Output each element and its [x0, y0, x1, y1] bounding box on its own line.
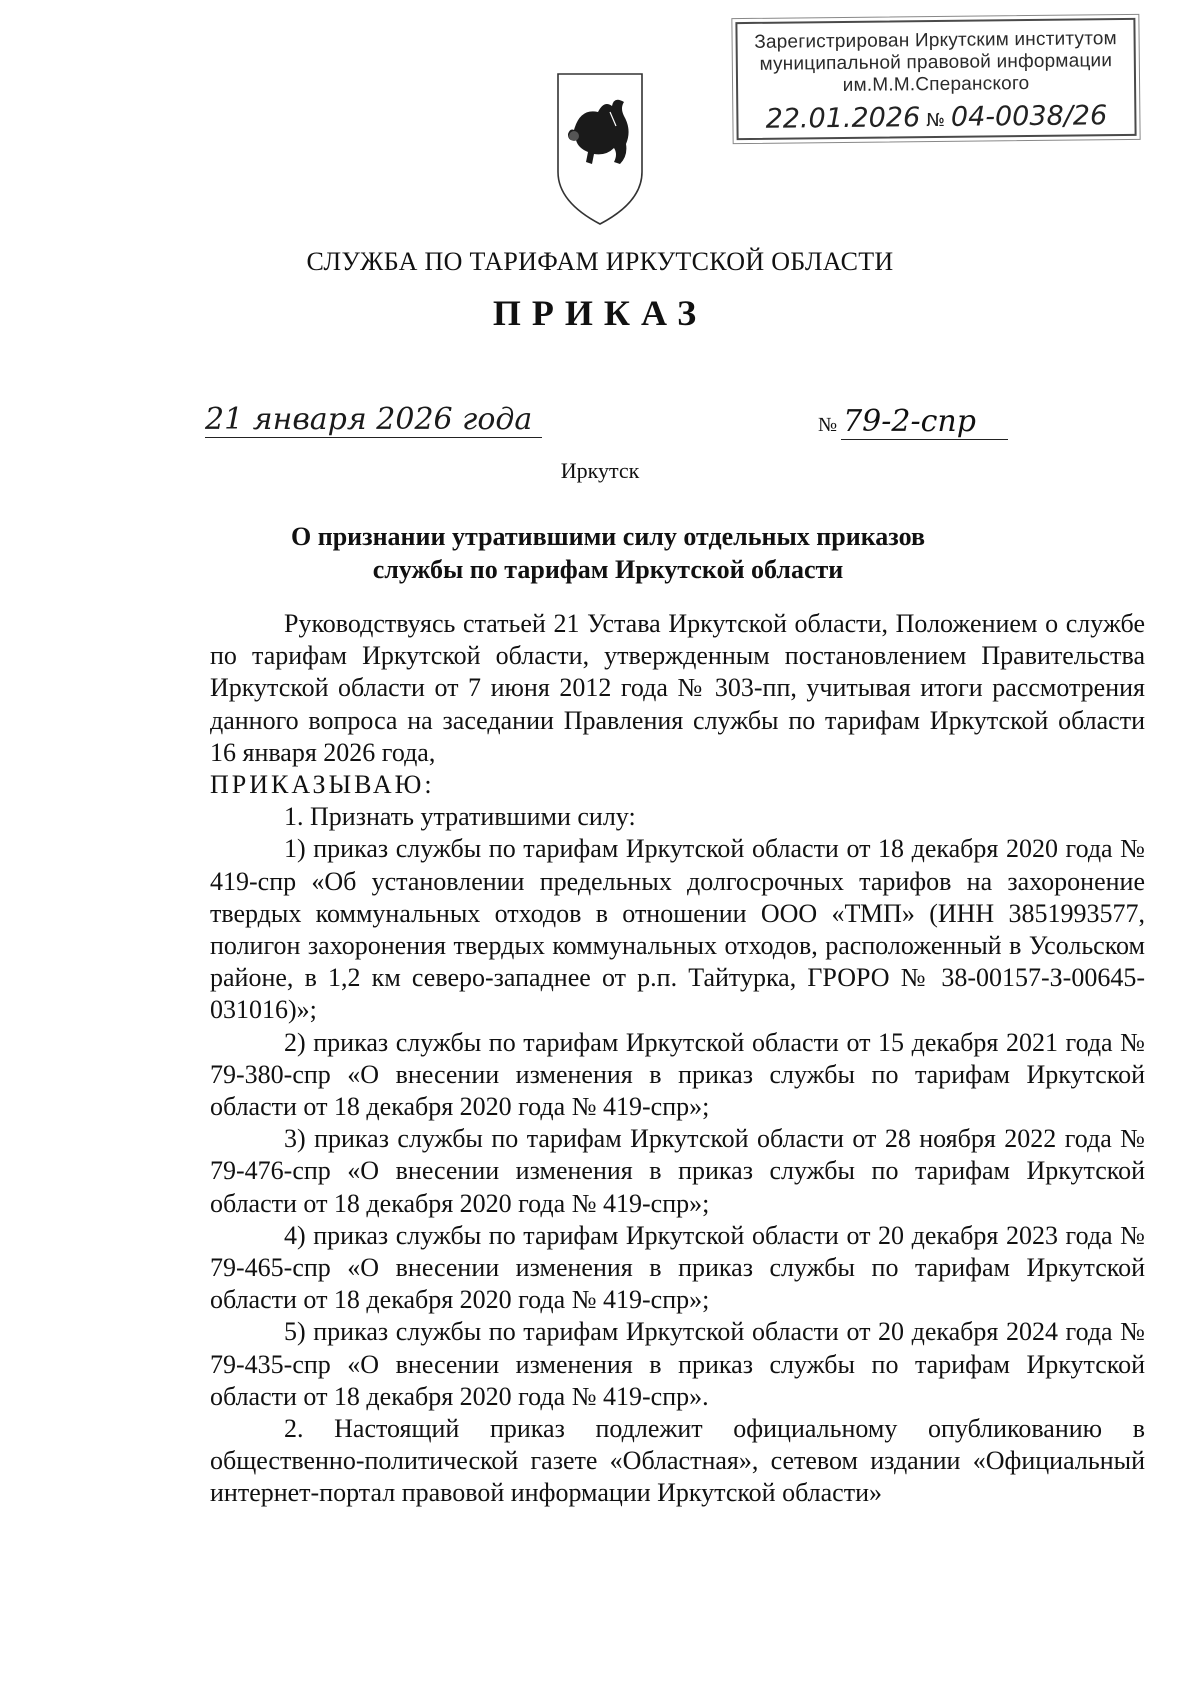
stamp-reg-date: 22.01.2026 — [765, 102, 921, 135]
subitem-5: 5) приказ службы по тарифам Иркутской области от 20 декабря 2024 года № 79-435-спр «О внесении изменения в приказ службы по тарифам Иркутской области от 18 декабря 2020 года № 419-спр». — [210, 1317, 1145, 1411]
city-name: Иркутск — [560, 458, 640, 483]
stamp-line-2: муниципальной правовой информации — [759, 50, 1113, 75]
order-number-handwritten: 79-2-спр — [841, 404, 1008, 440]
preamble-paragraph: Руководствуясь статьей 21 Устава Иркутской области, Положением о службе по тарифам Иркутской области, утвержденным постановлением Правительства Иркутской области от 7 июня 2012 года № 303-пп, учитывая итоги рассмотрения данного вопроса на заседании Правления службы по тарифам Иркутской области 16 января 2026 года, — [210, 609, 1145, 767]
order-number — [818, 404, 1008, 439]
registration-stamp — [735, 18, 1136, 140]
subitem-3: 3) приказ службы по тарифам Иркутской области от 28 ноября 2022 года № 79-476-спр «О внесении изменения в приказ службы по тарифам Иркутской области от 18 декабря 2020 года № 419-спр»; — [210, 1124, 1145, 1218]
item-2: 2. Настоящий приказ подлежит официальному опубликованию в общественно-политической газете «Областная», сетевом издании «Официальный интернет-портал правовой информации Иркутской области» — [210, 1414, 1145, 1508]
number-sign: № — [818, 414, 838, 436]
stamp-line-3: им.М.М.Сперанского — [842, 73, 1030, 96]
item-1: 1. Признать утратившими силу: — [284, 802, 636, 832]
document-heading: О признании утратившими силу отдельных приказов службы по тарифам Иркутской области — [290, 522, 925, 584]
subitem-1: 1) приказ службы по тарифам Иркутской области от 18 декабря 2020 года № 419-спр «Об установлении предельных долгосрочных тарифов на захоронение твердых коммунальных отходов в отношении ООО «ТМП» (ИНН 3851993577, полигон захоронения твердых коммунальных отходов, расположенный в Усольском районе, в 1,2 км северо-западнее от р.п. Тайтурка, ГРОРО № 38-00157-З-00645-031016)»; — [210, 834, 1145, 1025]
stamp-line-1: Зарегистрирован Иркутским институтом — [754, 28, 1118, 53]
subitem-4: 4) приказ службы по тарифам Иркутской области от 20 декабря 2023 года № 79-465-спр «О внесении изменения в приказ службы по тарифам Иркутской области от 18 декабря 2020 года № 419-спр»; — [210, 1220, 1145, 1315]
stamp-registration — [738, 100, 1134, 135]
irkutsk-coat-of-arms-icon — [554, 72, 646, 226]
agency-name: СЛУЖБА ПО ТАРИФАМ ИРКУТСКОЙ ОБЛАСТИ — [306, 247, 894, 276]
subitem-2: 2) приказ службы по тарифам Иркутской области от 15 декабря 2021 года № 79-380-спр «О внесении изменения в приказ службы по тарифам Иркутской области от 18 декабря 2020 года № 419-спр»; — [210, 1027, 1145, 1122]
order-word: ПРИКАЗЫВАЮ: — [210, 770, 435, 800]
order-date-handwritten: 21 января 2026 года — [205, 402, 542, 438]
document-type: ПРИКАЗ — [492, 293, 708, 333]
stamp-reg-number: 04-0038/26 — [950, 100, 1108, 133]
document-body — [210, 608, 1145, 1510]
stamp-reg-no-sign: № — [926, 109, 946, 132]
